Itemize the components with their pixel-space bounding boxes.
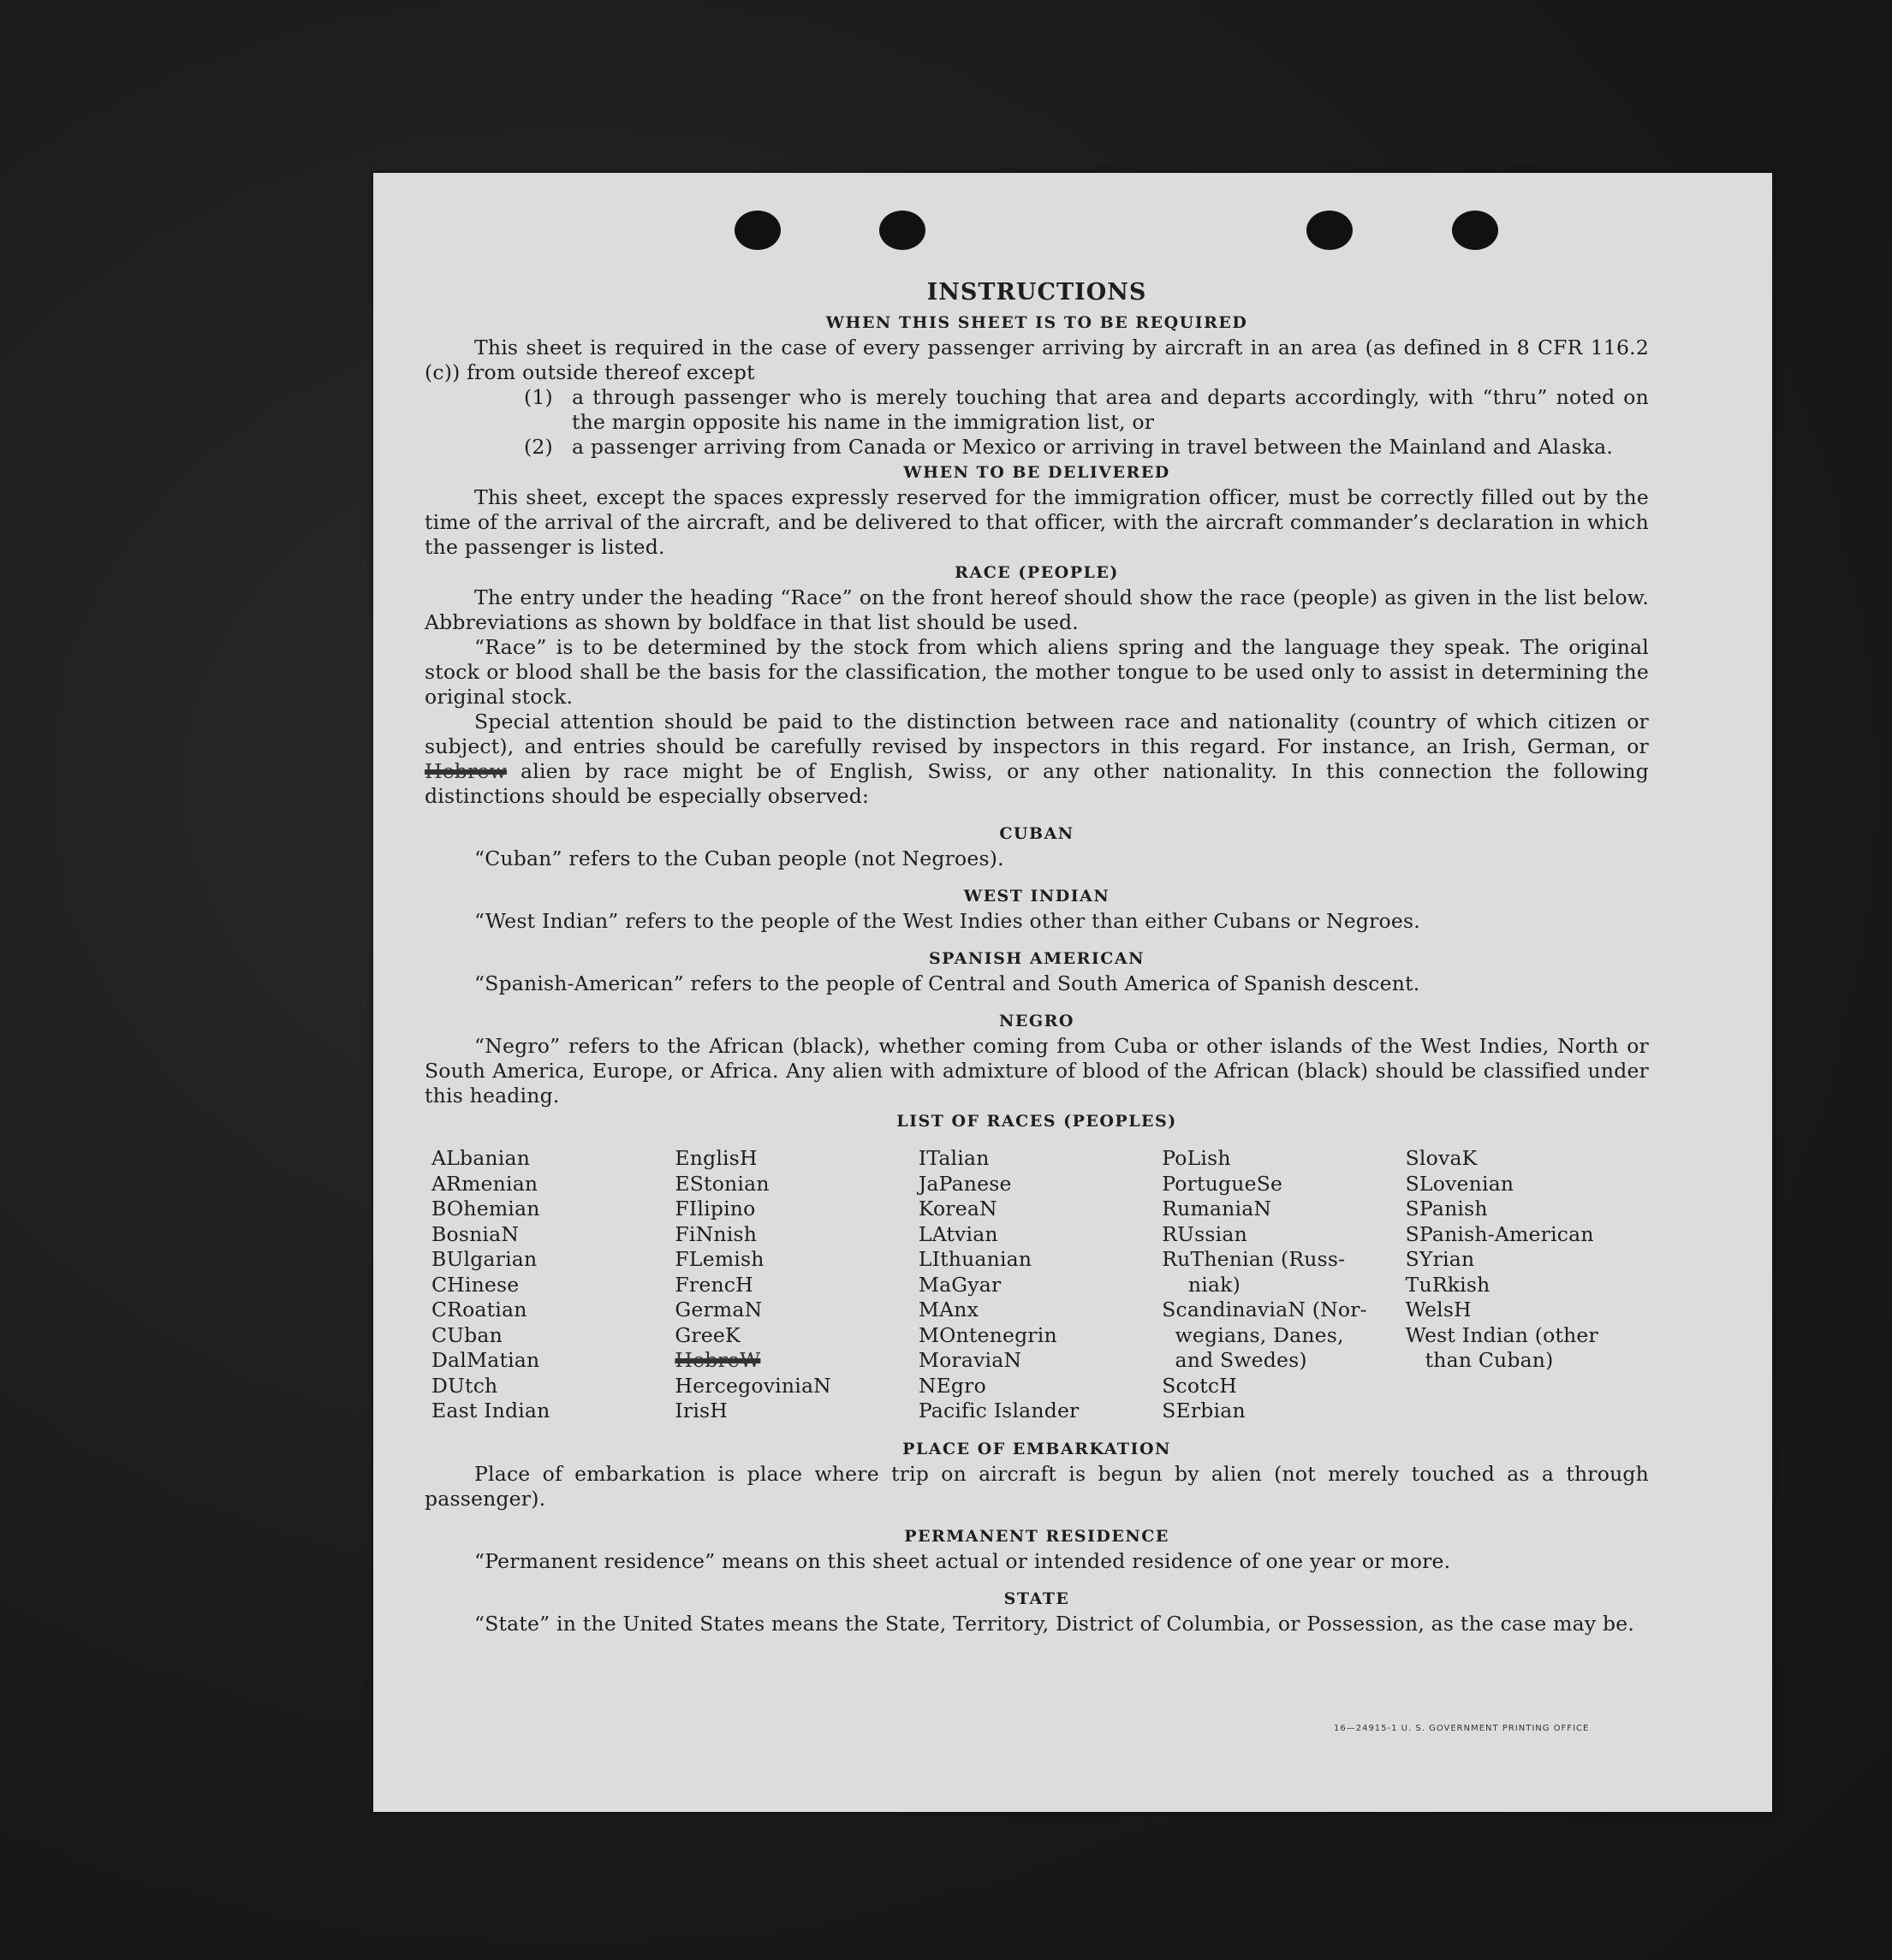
- race-paragraph-3-before: Special attention should be paid to the distinction between race and nationality (country of which citizen or subject), and entries should be carefully revised by inspectors in this regard. For instance, an Irish, German, or: [425, 710, 1649, 758]
- race-entry: West Indian (other: [1405, 1322, 1598, 1347]
- embarkation-text: Place of embarkation is place where trip on aircraft is begun by alien (not merely touched as a through passenger).: [425, 1461, 1649, 1511]
- race-entry: MAnx: [918, 1298, 979, 1322]
- section-heading-spanish-american: SPANISH AMERICAN: [928, 949, 1145, 968]
- section-heading-when-delivered: WHEN TO BE DELIVERED: [903, 463, 1170, 482]
- race-entry: DalMatian: [431, 1348, 540, 1372]
- race-entry: HebreW: [675, 1348, 761, 1372]
- race-paragraph-1: The entry under the heading “Race” on the front hereof should show the race (people) as given in the list below. Abbreviations as shown by boldface in that list should be used.: [425, 585, 1649, 634]
- race-entry: SPanish-American: [1405, 1221, 1594, 1246]
- race-entry: GreeK: [675, 1322, 741, 1347]
- race-entry: WelsH: [1405, 1298, 1472, 1322]
- exception-number: (2): [524, 435, 553, 459]
- exception-item: [524, 435, 1649, 460]
- when-delivered-text: This sheet, except the spaces expressly reserved for the immigration officer, must be correctly filled out by the time of the arrival of the aircraft, and be delivered to that officer, with the aircraft commander’s declaration in which the passenger is listed.: [425, 485, 1649, 559]
- race-entry: TuRkish: [1405, 1272, 1490, 1297]
- race-entry: ITalian: [918, 1146, 990, 1170]
- punch-hole: [879, 211, 925, 250]
- race-entry: SLovenian: [1405, 1171, 1514, 1196]
- exception-number: (1): [524, 385, 553, 409]
- race-entry: CHinese: [431, 1272, 520, 1297]
- race-entry: and Swedes): [1162, 1348, 1307, 1372]
- section-heading-west-indian: WEST INDIAN: [963, 887, 1110, 906]
- race-entry: RumaniaN: [1162, 1197, 1272, 1221]
- section-heading-cuban: CUBAN: [999, 824, 1074, 843]
- race-entry: HercegoviniaN: [675, 1373, 831, 1398]
- race-entry: DUtch: [431, 1373, 498, 1398]
- race-entry: Pacific Islander: [918, 1399, 1080, 1422]
- exception-item: [524, 385, 1649, 435]
- residence-text: “Permanent residence” means on this sheet actual or intended residence of one year or more.: [474, 1548, 1451, 1573]
- race-entry: NEgro: [918, 1373, 986, 1398]
- race-entry: RUssian: [1162, 1221, 1247, 1246]
- race-entry: BOhemian: [431, 1197, 540, 1221]
- race-entry: ARmenian: [431, 1171, 538, 1196]
- race-entry: FLemish: [675, 1247, 765, 1271]
- race-entry: MOntenegrin: [918, 1322, 1057, 1347]
- sheet-content: [425, 276, 1649, 1636]
- race-entry: EStonian: [675, 1171, 770, 1196]
- race-paragraph-2: “Race” is to be determined by the stock from which aliens spring and the language they speak. The original stock or blood shall be the basis for the classification, the mother tongue to be used only to assist in determining the original stock.: [425, 635, 1649, 709]
- instruction-sheet: [373, 173, 1772, 1812]
- exception-text: a passenger arriving from Canada or Mexico or arriving in travel between the Mainland and Alaska.: [572, 435, 1614, 459]
- race-column: [675, 1146, 918, 1424]
- race-entry: BUlgarian: [431, 1247, 538, 1271]
- race-entry: ALbanian: [431, 1146, 531, 1170]
- struck-word: Hebrew: [425, 759, 507, 783]
- state-text: “State” in the United States means the State, Territory, District of Columbia, or Possession, as the case may be.: [474, 1611, 1635, 1636]
- section-heading-residence: PERMANENT RESIDENCE: [904, 1526, 1169, 1546]
- race-entry: EnglisH: [675, 1146, 758, 1170]
- race-entry: MaGyar: [918, 1272, 1002, 1297]
- page-title: INSTRUCTIONS: [926, 279, 1147, 306]
- race-entry: ScotcH: [1162, 1373, 1237, 1398]
- west-indian-text: “West Indian” refers to the people of the West Indies other than either Cubans or Negroes.: [474, 909, 1420, 933]
- race-entry: GermaN: [675, 1298, 763, 1322]
- negro-text: “Negro” refers to the African (black), whether coming from Cuba or other islands of the West Indies, North or South America, Europe, or Africa. Any alien with admixture of blood of the African (black) should be classified under this heading.: [425, 1034, 1649, 1108]
- race-entry: wegians, Danes,: [1162, 1322, 1344, 1347]
- race-entry: CRoatian: [431, 1298, 527, 1322]
- race-entry: FrencH: [675, 1272, 753, 1297]
- race-entry: East Indian: [431, 1399, 550, 1422]
- section-heading-race: RACE (PEOPLE): [955, 563, 1119, 582]
- race-entry: SErbian: [1162, 1399, 1246, 1422]
- race-entry: FIlipino: [675, 1197, 756, 1221]
- race-entry: JaPanese: [918, 1171, 1012, 1196]
- race-entry: PortugueSe: [1162, 1171, 1283, 1196]
- race-column: [1406, 1146, 1649, 1424]
- race-paragraph-3-after: alien by race might be of English, Swiss, or any other nationality. In this connection the following distinctions should be especially observed:: [425, 759, 1649, 808]
- race-entry: MoraviaN: [918, 1348, 1022, 1372]
- race-entry: LAtvian: [918, 1221, 998, 1246]
- punch-hole: [735, 211, 781, 250]
- punch-hole: [1452, 211, 1498, 250]
- race-entry: IrisH: [675, 1399, 728, 1422]
- race-column: [431, 1146, 675, 1424]
- race-entry: BosniaN: [431, 1221, 520, 1246]
- race-entry: SYrian: [1405, 1247, 1475, 1271]
- race-entry: CUban: [431, 1322, 503, 1347]
- race-entry: SPanish: [1405, 1197, 1488, 1221]
- exception-text: a through passenger who is merely touching that area and departs accordingly, with “thru” noted on the margin opposite his name in the immigration list, or: [572, 385, 1649, 434]
- spanish-american-text: “Spanish-American” refers to the people of Central and South America of Spanish descent.: [474, 971, 1420, 995]
- cuban-text: “Cuban” refers to the Cuban people (not Negroes).: [474, 846, 1004, 870]
- when-required-intro: This sheet is required in the case of every passenger arriving by aircraft in an area (as defined in 8 CFR 116.2 (c)) from outside thereof except: [425, 336, 1649, 384]
- race-list: [431, 1146, 1649, 1424]
- race-entry: FiNnish: [675, 1221, 758, 1246]
- section-heading-state: STATE: [1003, 1589, 1070, 1608]
- section-heading-list-of-races: LIST OF RACES (PEOPLES): [896, 1112, 1177, 1131]
- section-heading-negro: NEGRO: [999, 1012, 1074, 1030]
- race-entry: PoLish: [1162, 1146, 1231, 1170]
- race-column: [1162, 1146, 1405, 1424]
- punch-hole: [1306, 211, 1353, 250]
- race-entry: than Cuban): [1405, 1348, 1554, 1372]
- section-heading-when-required: WHEN THIS SHEET IS TO BE REQUIRED: [825, 313, 1248, 332]
- race-column: [919, 1146, 1162, 1424]
- printing-office-code: 16—24915-1 U. S. GOVERNMENT PRINTING OFFICE: [1334, 1724, 1590, 1733]
- race-entry: ScandinaviaN (Nor-: [1162, 1298, 1367, 1322]
- race-paragraph-3: [425, 710, 1649, 809]
- race-entry: RuThenian (Russ-: [1162, 1247, 1346, 1271]
- race-entry: KoreaN: [918, 1197, 997, 1221]
- race-entry: LIthuanian: [918, 1247, 1032, 1271]
- race-entry: SlovaK: [1405, 1146, 1478, 1170]
- race-entry: niak): [1162, 1272, 1241, 1297]
- section-heading-embarkation: PLACE OF EMBARKATION: [902, 1439, 1171, 1458]
